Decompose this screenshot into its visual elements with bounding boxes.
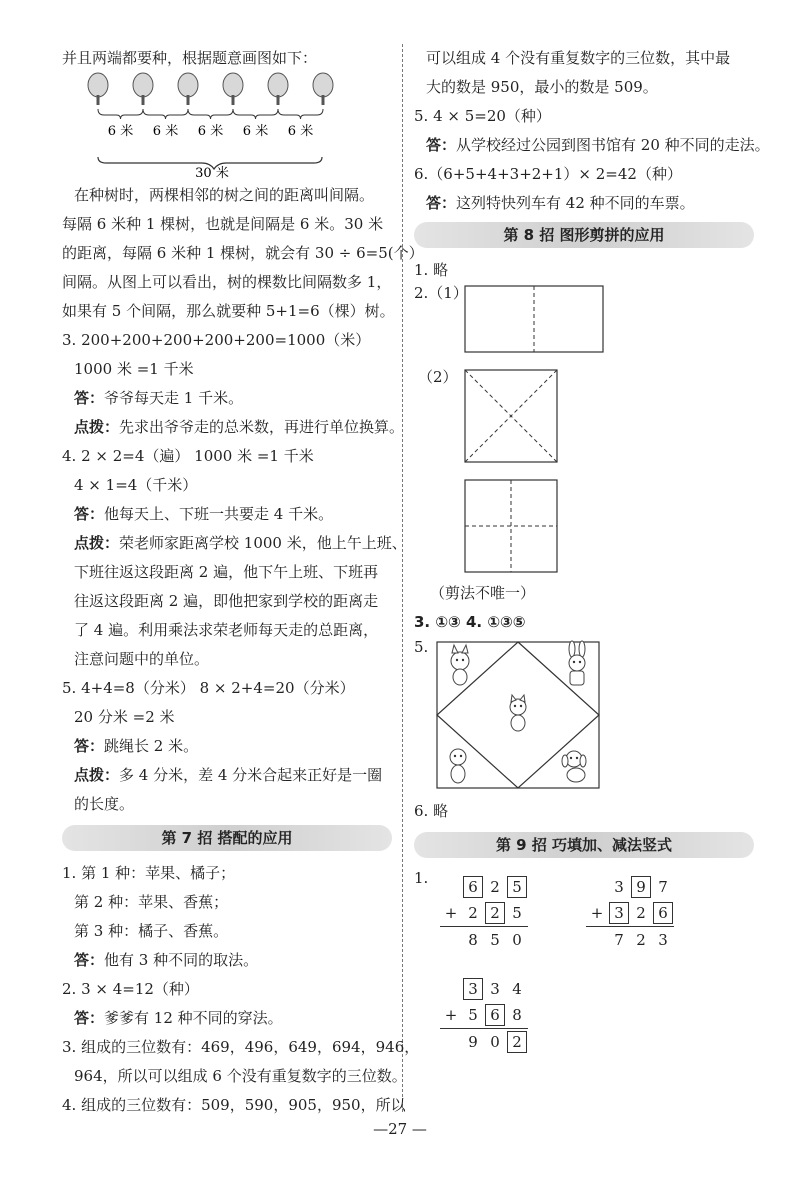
- tree-icon: [133, 73, 153, 105]
- s8-q3-4: 3. ①③ 4. ①③⑤: [414, 613, 526, 631]
- segment-label: 6 米: [107, 124, 134, 139]
- segment-brace: [143, 109, 188, 119]
- explanation-line: 间隔。从图上可以看出，树的棵数比间隔数多 1，: [62, 273, 392, 291]
- s7-q3: 3. 组成的三位数有：469，496，649，694，946， 964，所以可以组成 6 个没有重复数字的三位数。: [62, 1038, 420, 1085]
- s8-q6: 6. 略: [414, 802, 449, 820]
- q4: 4. 2 × 2=4（遍） 1000 米 =1 千米 4 × 1=4（千米） 答：他每天上、下班一共要走 4 千米。 点拨：荣老师家距离学校 1000 米，他上午上班、 下班往返这段距离 2 遍，他下午上班、下班再 往返这段距离 2 遍，即他把家到学校的距离走 了 4 遍。利用乘法求荣老师每天走的总距离， 注意问题中的单位。: [62, 447, 407, 668]
- tree-icon: [88, 73, 108, 105]
- right-column: 可以组成 4 个没有重复数字的三位数，其中最 大的数是 950，最小的数是 509。 5. 4 × 5=20（种） 答：从学校经过公园到图书馆有 20 种不同的走法。 6.（6+5+4+3+2+1）× 2=42（种） 答：这列特快列车有 42 种不同的车票。 第 8 招 图形剪拼的应用 1. 略 2.（1） （2） （剪法不唯一） 3. ①③ 4. ①③⑤ 5. 6. 略 第 9 招 巧填加、减法竖式 1. 6 2 5 + 2 2 5 8 5 0 3 9 7 + 3 2 6 7 2 3 3 3 4 + 5 6 8 9 0 2: [414, 44, 754, 1066]
- s7-q2: 2. 3 × 4=12（种） 答：爹爹有 12 种不同的穿法。: [62, 980, 283, 1027]
- explanation-line: 每隔 6 米种 1 棵树，也就是间隔是 6 米。30 米: [62, 215, 384, 233]
- rect-cut-diagram: [464, 285, 606, 355]
- explanation-line: 如果有 5 个间隔，那么就要种 5+1=6（棵）树。: [62, 302, 395, 320]
- q3: 3. 200+200+200+200+200=1000（米） 1000 米 =1 千米 答：爷爷每天走 1 千米。 点拨：先求出爷爷走的总米数，再进行单位换算。: [62, 331, 405, 436]
- tree-icon: [178, 73, 198, 105]
- segment-label: 6 米: [152, 124, 179, 139]
- s8-note: （剪法不唯一）: [430, 584, 536, 602]
- rabbit-icon: [569, 641, 585, 685]
- explanation-line: 在种树时，两棵相邻的树之间的距离叫间隔。: [74, 186, 375, 204]
- addition-c: 3 3 4 + 5 6 8 9 0 2: [440, 976, 528, 1055]
- column-divider: [402, 44, 403, 1112]
- animal-square-diagram: [436, 641, 602, 791]
- square-cross-cut-diagram: [464, 479, 560, 575]
- tree-icon: [313, 73, 333, 105]
- s8-q5: 5.: [414, 637, 754, 797]
- section-9-banner: 第 9 招 巧填加、减法竖式: [414, 832, 754, 858]
- segment-label: 6 米: [242, 124, 269, 139]
- tree-diagram: [62, 73, 392, 181]
- dog-icon: [562, 751, 586, 782]
- square-diagonal-cut-diagram: [464, 369, 560, 465]
- page-number: —27 —: [373, 1120, 427, 1138]
- segment-label: 6 米: [197, 124, 224, 139]
- explanation: [62, 181, 424, 326]
- tree-icon: [223, 73, 243, 105]
- addition-b: 3 9 7 + 3 2 6 7 2 3: [586, 874, 674, 953]
- explanation-line: 的距离，每隔 6 米种 1 棵树，就会有 30 ÷ 6=5(个）: [62, 244, 424, 262]
- fox-icon: [451, 645, 469, 685]
- s7-q4: 4. 组成的三位数有：509，590，905，950，所以: [62, 1096, 406, 1114]
- monkey-icon: [450, 749, 466, 783]
- s8-q1: 1. 略: [414, 261, 449, 279]
- addition-a: 6 2 5 + 2 2 5 8 5 0: [440, 874, 528, 953]
- s7-q1: 1. 第 1 种：苹果、橘子； 第 2 种：苹果、香蕉； 第 3 种：橘子、香蕉。 答：他有 3 种不同的取法。: [62, 864, 259, 969]
- s7-q5: 5. 4 × 5=20（种） 答：从学校经过公园到图书馆有 20 种不同的走法。: [414, 107, 770, 154]
- cat-icon: [510, 695, 526, 731]
- segment-brace: [278, 109, 323, 119]
- intro-text: 并且两端都要种，根据题意画图如下：: [62, 49, 318, 67]
- segment-brace: [233, 109, 278, 119]
- s8-q2-1: 2.（1）: [414, 285, 754, 369]
- s8-q2-2: （2）: [414, 369, 754, 479]
- tree-icon: [268, 73, 288, 105]
- segment-label: 6 米: [287, 124, 314, 139]
- segment-brace: [188, 109, 233, 119]
- s7-q6: 6.（6+5+4+3+2+1）× 2=42（种） 答：这列特快列车有 42 种不同的车票。: [414, 165, 695, 212]
- s9-q1: 1. 6 2 5 + 2 2 5 8 5 0 3 9 7 + 3 2 6 7 2 3 3 3 4 + 5 6 8 9 0 2: [414, 866, 754, 1066]
- q5: 5. 4+4=8（分米） 8 × 2+4=20（分米） 20 分米 =2 米 答：跳绳长 2 米。 点拨：多 4 分米，差 4 分米合起来正好是一圈 的长度。: [62, 679, 383, 813]
- total-distance-label: 30 米: [195, 166, 229, 181]
- segment-brace: [98, 109, 143, 119]
- section-7-banner: 第 7 招 搭配的应用: [62, 825, 392, 851]
- left-column: [62, 44, 424, 1120]
- s8-square-cross-cut: [414, 479, 754, 579]
- section-8-banner: 第 8 招 图形剪拼的应用: [414, 222, 754, 248]
